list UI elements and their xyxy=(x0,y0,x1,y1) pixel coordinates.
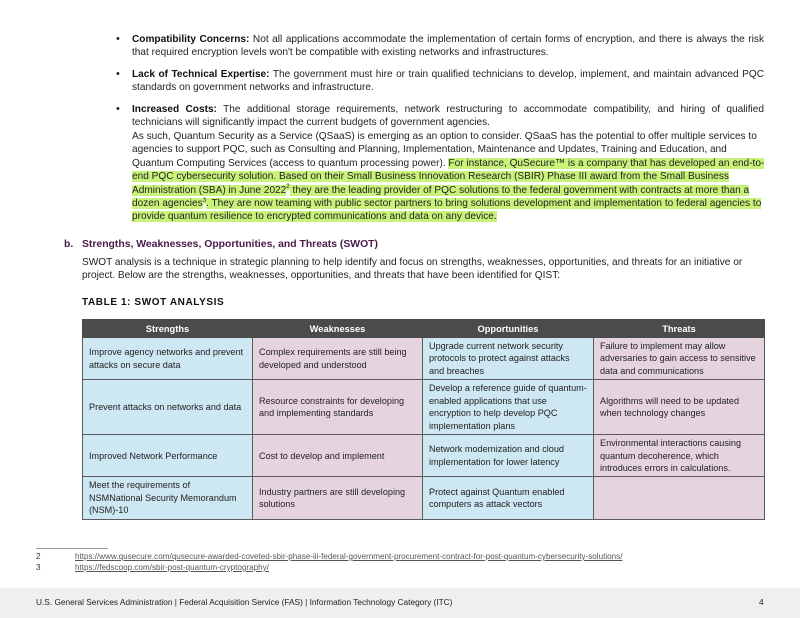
section-letter: b. xyxy=(64,239,74,250)
opportunity-cell: Network modernization and cloud implementation for lower latency xyxy=(423,435,594,477)
threat-cell: Failure to implement may allow adversaries to gain access to sensitive data and communications xyxy=(594,338,765,380)
footnote-ref-3[interactable]: 3 xyxy=(202,197,207,204)
opportunity-cell: Upgrade current network security protocols to protect against attacks and breaches xyxy=(423,338,594,380)
opportunity-cell: Develop a reference guide of quantum-enabled applications that use encryption to help develop PQC implementation plans xyxy=(423,380,594,435)
bullet-text: Not all applications accommodate the implementation of certain forms of encryption, and there is always the risk that required encryption levels won't be compatible with existing networks and infrastructures. xyxy=(132,34,764,58)
challenges-list xyxy=(112,33,764,138)
page-number: 4 xyxy=(759,597,764,607)
footnote-ref-2[interactable]: 2 xyxy=(286,184,290,191)
header-threats: Threats xyxy=(594,320,765,338)
weakness-cell: Resource constraints for developing and implementing standards xyxy=(253,380,423,435)
page-footer xyxy=(0,588,800,618)
swot-table xyxy=(82,319,765,520)
header-opportunities: Opportunities xyxy=(423,320,594,338)
footnote-3 xyxy=(36,563,269,572)
footnote-number: 2 xyxy=(36,552,41,561)
strength-cell: Improve agency networks and prevent attacks on secure data xyxy=(83,338,253,380)
swot-intro-paragraph: SWOT analysis is a technique in strategic planning to help identify and focus on strengths, weaknesses, opportunities, and threats for an initiative or project. Below are the strengths, weaknesses, opportunities, and threats that have been identified for QIST: xyxy=(82,257,743,282)
highlighted-text: . They are now teaming with public sector partners to bring solutions development and implementation to federal agencies to provide quantum resilience to encrypted communications and data on any device. xyxy=(132,198,762,223)
bullet-term: Lack of Technical Expertise: xyxy=(132,69,270,80)
footnote-divider xyxy=(36,548,108,549)
table-header-row xyxy=(83,320,765,338)
footnote-link[interactable]: https://fedscoop.com/sbir-post-quantum-cryptography/ xyxy=(75,563,269,572)
footnote-link[interactable]: https://www.qusecure.com/qusecure-awarded-coveted-sbir-phase-iii-federal-government-procurement-contract-for-post-quantum-cybersecurity-solutions/ xyxy=(75,552,623,561)
table-row xyxy=(83,477,765,519)
table-title: TABLE 1: SWOT ANALYSIS xyxy=(82,297,225,308)
list-item xyxy=(112,103,764,129)
qsaas-text: As such, Quantum Security as a Service (QSaaS) is emerging as an option to consider. QSaaS has the potential to offer multiple services to agencies to support PQC, such as Consulting and Planning, Implementation, Maintenance and Updates, Training and Education, and Quantum Computing Services (access to quantum processing power). xyxy=(132,131,757,169)
section-heading xyxy=(64,239,378,250)
table-row xyxy=(83,435,765,477)
table-row xyxy=(83,338,765,380)
header-weaknesses: Weaknesses xyxy=(253,320,423,338)
weakness-cell: Cost to develop and implement xyxy=(253,435,423,477)
strength-cell: Improved Network Performance xyxy=(83,435,253,477)
weakness-cell: Complex requirements are still being developed and understood xyxy=(253,338,423,380)
strength-cell: Prevent attacks on networks and data xyxy=(83,380,253,435)
threat-cell: Algorithms will need to be updated when technology changes xyxy=(594,380,765,435)
strength-cell: Meet the requirements of NSMNational Security Memorandum (NSM)-10 xyxy=(83,477,253,519)
footer-text: U.S. General Services Administration | Federal Acquisition Service (FAS) | Information Technology Category (ITC) xyxy=(36,597,453,607)
highlighted-text: they are the leading provider of PQC solutions to the federal government with contracts at more than a dozen agencies xyxy=(132,184,750,210)
footnote-number: 3 xyxy=(36,563,41,572)
bullet-term: Increased Costs: xyxy=(132,104,217,115)
threat-cell: Environmental interactions causing quantum decoherence, which introduces errors in calculations. xyxy=(594,435,765,477)
section-title: Strengths, Weaknesses, Opportunities, and Threats (SWOT) xyxy=(82,239,378,250)
weakness-cell: Industry partners are still developing solutions xyxy=(253,477,423,519)
table-row xyxy=(83,380,765,435)
bullet-text: The additional storage requirements, network restructuring to accommodate compatibility, and hiring of qualified technicians will significantly impact the current budgets of government agencies. xyxy=(132,104,765,128)
highlighted-text: For instance, QuSecure™ is a company that has developed an end-to-end PQC cybersecurity solution. Based on their Small Business Innovation Research (SBIR) Phase III award from the Small Business Administration (SBA) in June 2022 xyxy=(132,157,765,196)
opportunity-cell: Protect against Quantum enabled computers as attack vectors xyxy=(423,477,594,519)
list-item xyxy=(112,33,764,59)
bullet-term: Compatibility Concerns: xyxy=(132,34,250,45)
list-item xyxy=(112,68,764,94)
threat-cell xyxy=(594,477,765,519)
qsaas-paragraph xyxy=(132,130,766,224)
bullet-text: The government must hire or train qualified technicians to develop, implement, and maintain advanced PQC standards on government networks and infrastructure. xyxy=(132,69,764,93)
header-strengths: Strengths xyxy=(83,320,253,338)
footnote-2 xyxy=(36,552,622,561)
